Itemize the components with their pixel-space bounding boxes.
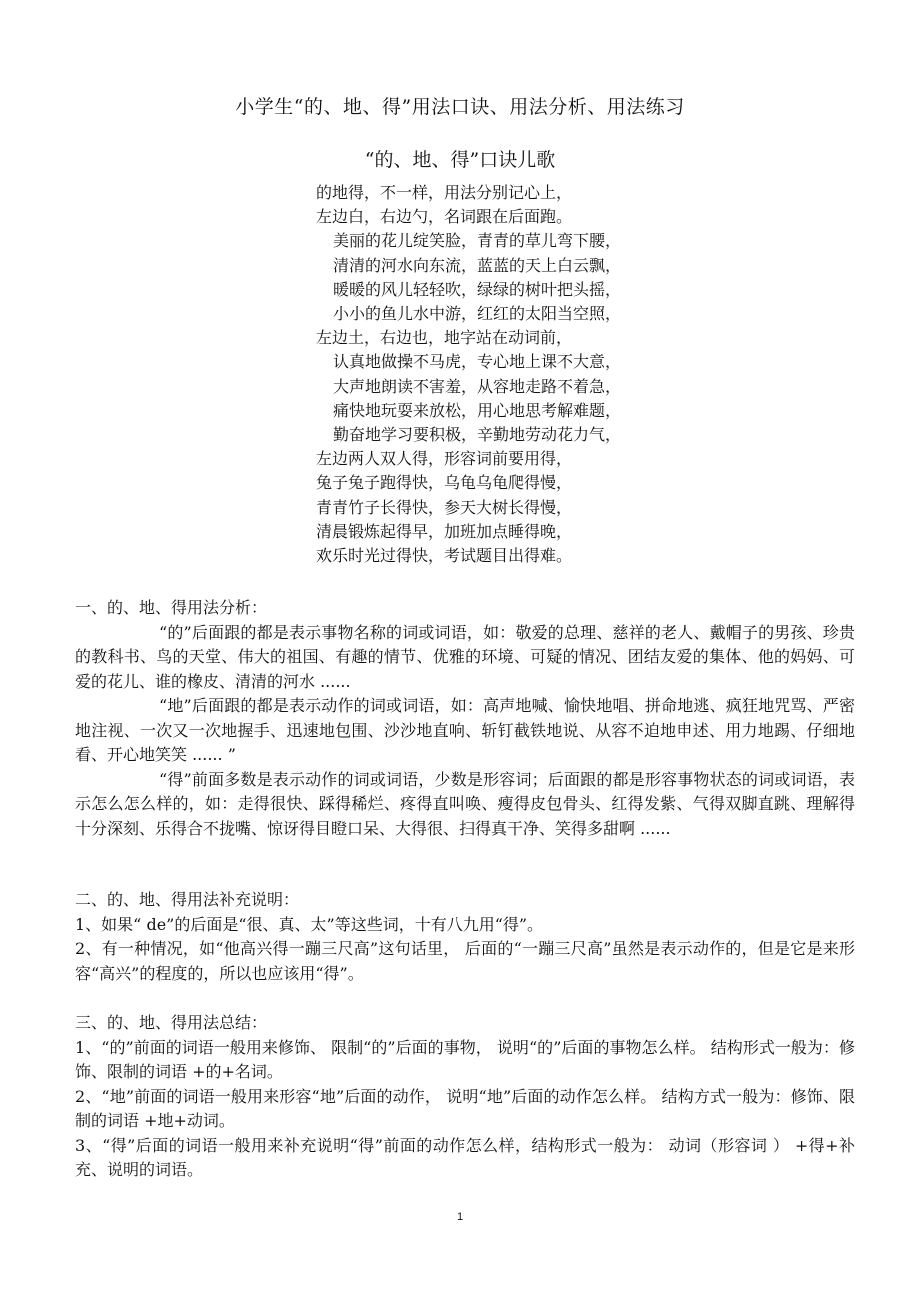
paragraph-di: “地”后面跟的都是表示动作的词或词语，如：高声地喊、愉快地唱、拼命地逃、疯狂地咒骂、严密地注视、一次又一次地握手、迅速地包围、沙沙地直响、斩钉截铁地说、从容不迫地申述、用力地踢、仔细地看、开心地笑笑 ...... ” — [75, 696, 855, 764]
section-analysis — [75, 596, 855, 841]
poem-line: 兔子兔子跑得快，乌龟乌龟爬得慢， — [316, 473, 573, 493]
poem-line: 暖暖的风儿轻轻吹，绿绿的树叶把头摇， — [333, 279, 622, 299]
section-heading: 一、的、地、得用法分析： — [75, 598, 268, 617]
poem-line: 左边土，右边也，地字站在动词前， — [316, 328, 573, 348]
poem-line: 清晨锻炼起得早，加班加点睡得晚， — [316, 521, 573, 541]
poem-line: 小小的鱼儿水中游，红红的太阳当空照， — [333, 304, 622, 324]
section-supplement — [75, 888, 855, 986]
section-summary — [75, 1011, 855, 1183]
list-item: 1、“的”前面的词语一般用来修饰、 限制“的”后面的事物， 说明“的”后面的事物怎么样。 结构形式一般为：修饰、限制的词语 +的+名词。 — [75, 1037, 855, 1081]
poem — [316, 181, 621, 568]
poem-line: 勤奋地学习要积极，辛勤地劳动花力气， — [333, 425, 622, 445]
poem-line: 清清的河水向东流，蓝蓝的天上白云飘， — [333, 255, 622, 275]
list-item: 2、有一种情况，如“他高兴得一蹦三尺高”这句话里， 后面的“一蹦三尺高”虽然是表示动作的，但是它是来形容“高兴”的程度的，所以也应该用“得”。 — [75, 939, 855, 983]
poem-line: 欢乐时光过得快，考试题目出得难。 — [316, 546, 573, 566]
list-item: 2、“地”前面的词语一般用来形容“地”后面的动作， 说明“地”后面的动作怎么样。 结构方式一般为：修饰、限制的词语 +地+动词。 — [75, 1086, 855, 1130]
paragraph-de: “的”后面跟的都是表示事物名称的词或词语，如：敬爱的总理、慈祥的老人、戴帽子的男孩、珍贵的教科书、鸟的天堂、伟大的祖国、有趣的情节、优雅的环境、可疑的情况、团结友爱的集体、他的妈妈、可爱的花儿、谁的橡皮、清清的河水 ...... — [75, 622, 855, 691]
list-item: 3、“得”后面的词语一般用来补充说明“得”前面的动作怎么样，结构形式一般为： 动词（形容词 ） +得+补充、说明的词语。 — [75, 1135, 855, 1179]
section-heading: 三、的、地、得用法总结： — [75, 1013, 268, 1032]
poem-line: 认真地做操不马虎，专心地上课不大意， — [333, 352, 622, 372]
page-number: 1 — [456, 1211, 464, 1223]
poem-line: 左边白，右边勺，名词跟在后面跑。 — [316, 207, 573, 227]
list-item: 1、如果“ de”的后面是“很、真、太”等这些词，十有八九用“得”。 — [75, 914, 544, 934]
poem-line: 左边两人双人得，形容词前要用得， — [316, 449, 573, 469]
poem-line: 的地得，不一样，用法分别记心上， — [316, 183, 573, 202]
poem-line: 美丽的花儿绽笑脸，青青的草儿弯下腰， — [333, 231, 622, 251]
section-heading: 二、的、地、得用法补充说明： — [75, 890, 300, 909]
poem-title: “的、地、得”口诀儿歌 — [364, 149, 556, 171]
poem-line: 痛快地玩耍来放松，用心地思考解难题， — [333, 400, 622, 420]
paragraph-dei: “得”前面多数是表示动作的词或词语，少数是形容词；后面跟的都是形容事物状态的词或词语，表示怎么怎么样的，如：走得很快、踩得稀烂、疼得直叫唤、瘦得皮包骨头、红得发紫、气得双脚直跳、理解得十分深刻、乐得合不拢嘴、惊讶得目瞪口呆、大得很、扫得真干净、笑得多甜啊 ...... — [75, 769, 855, 838]
poem-line: 大声地朗读不害羞，从容地走路不着急， — [333, 376, 622, 396]
page-title: 小学生“的、地、得”用法口诀、用法分析、用法练习 — [235, 96, 685, 118]
poem-line: 青青竹子长得快，参天大树长得慢， — [316, 497, 573, 517]
